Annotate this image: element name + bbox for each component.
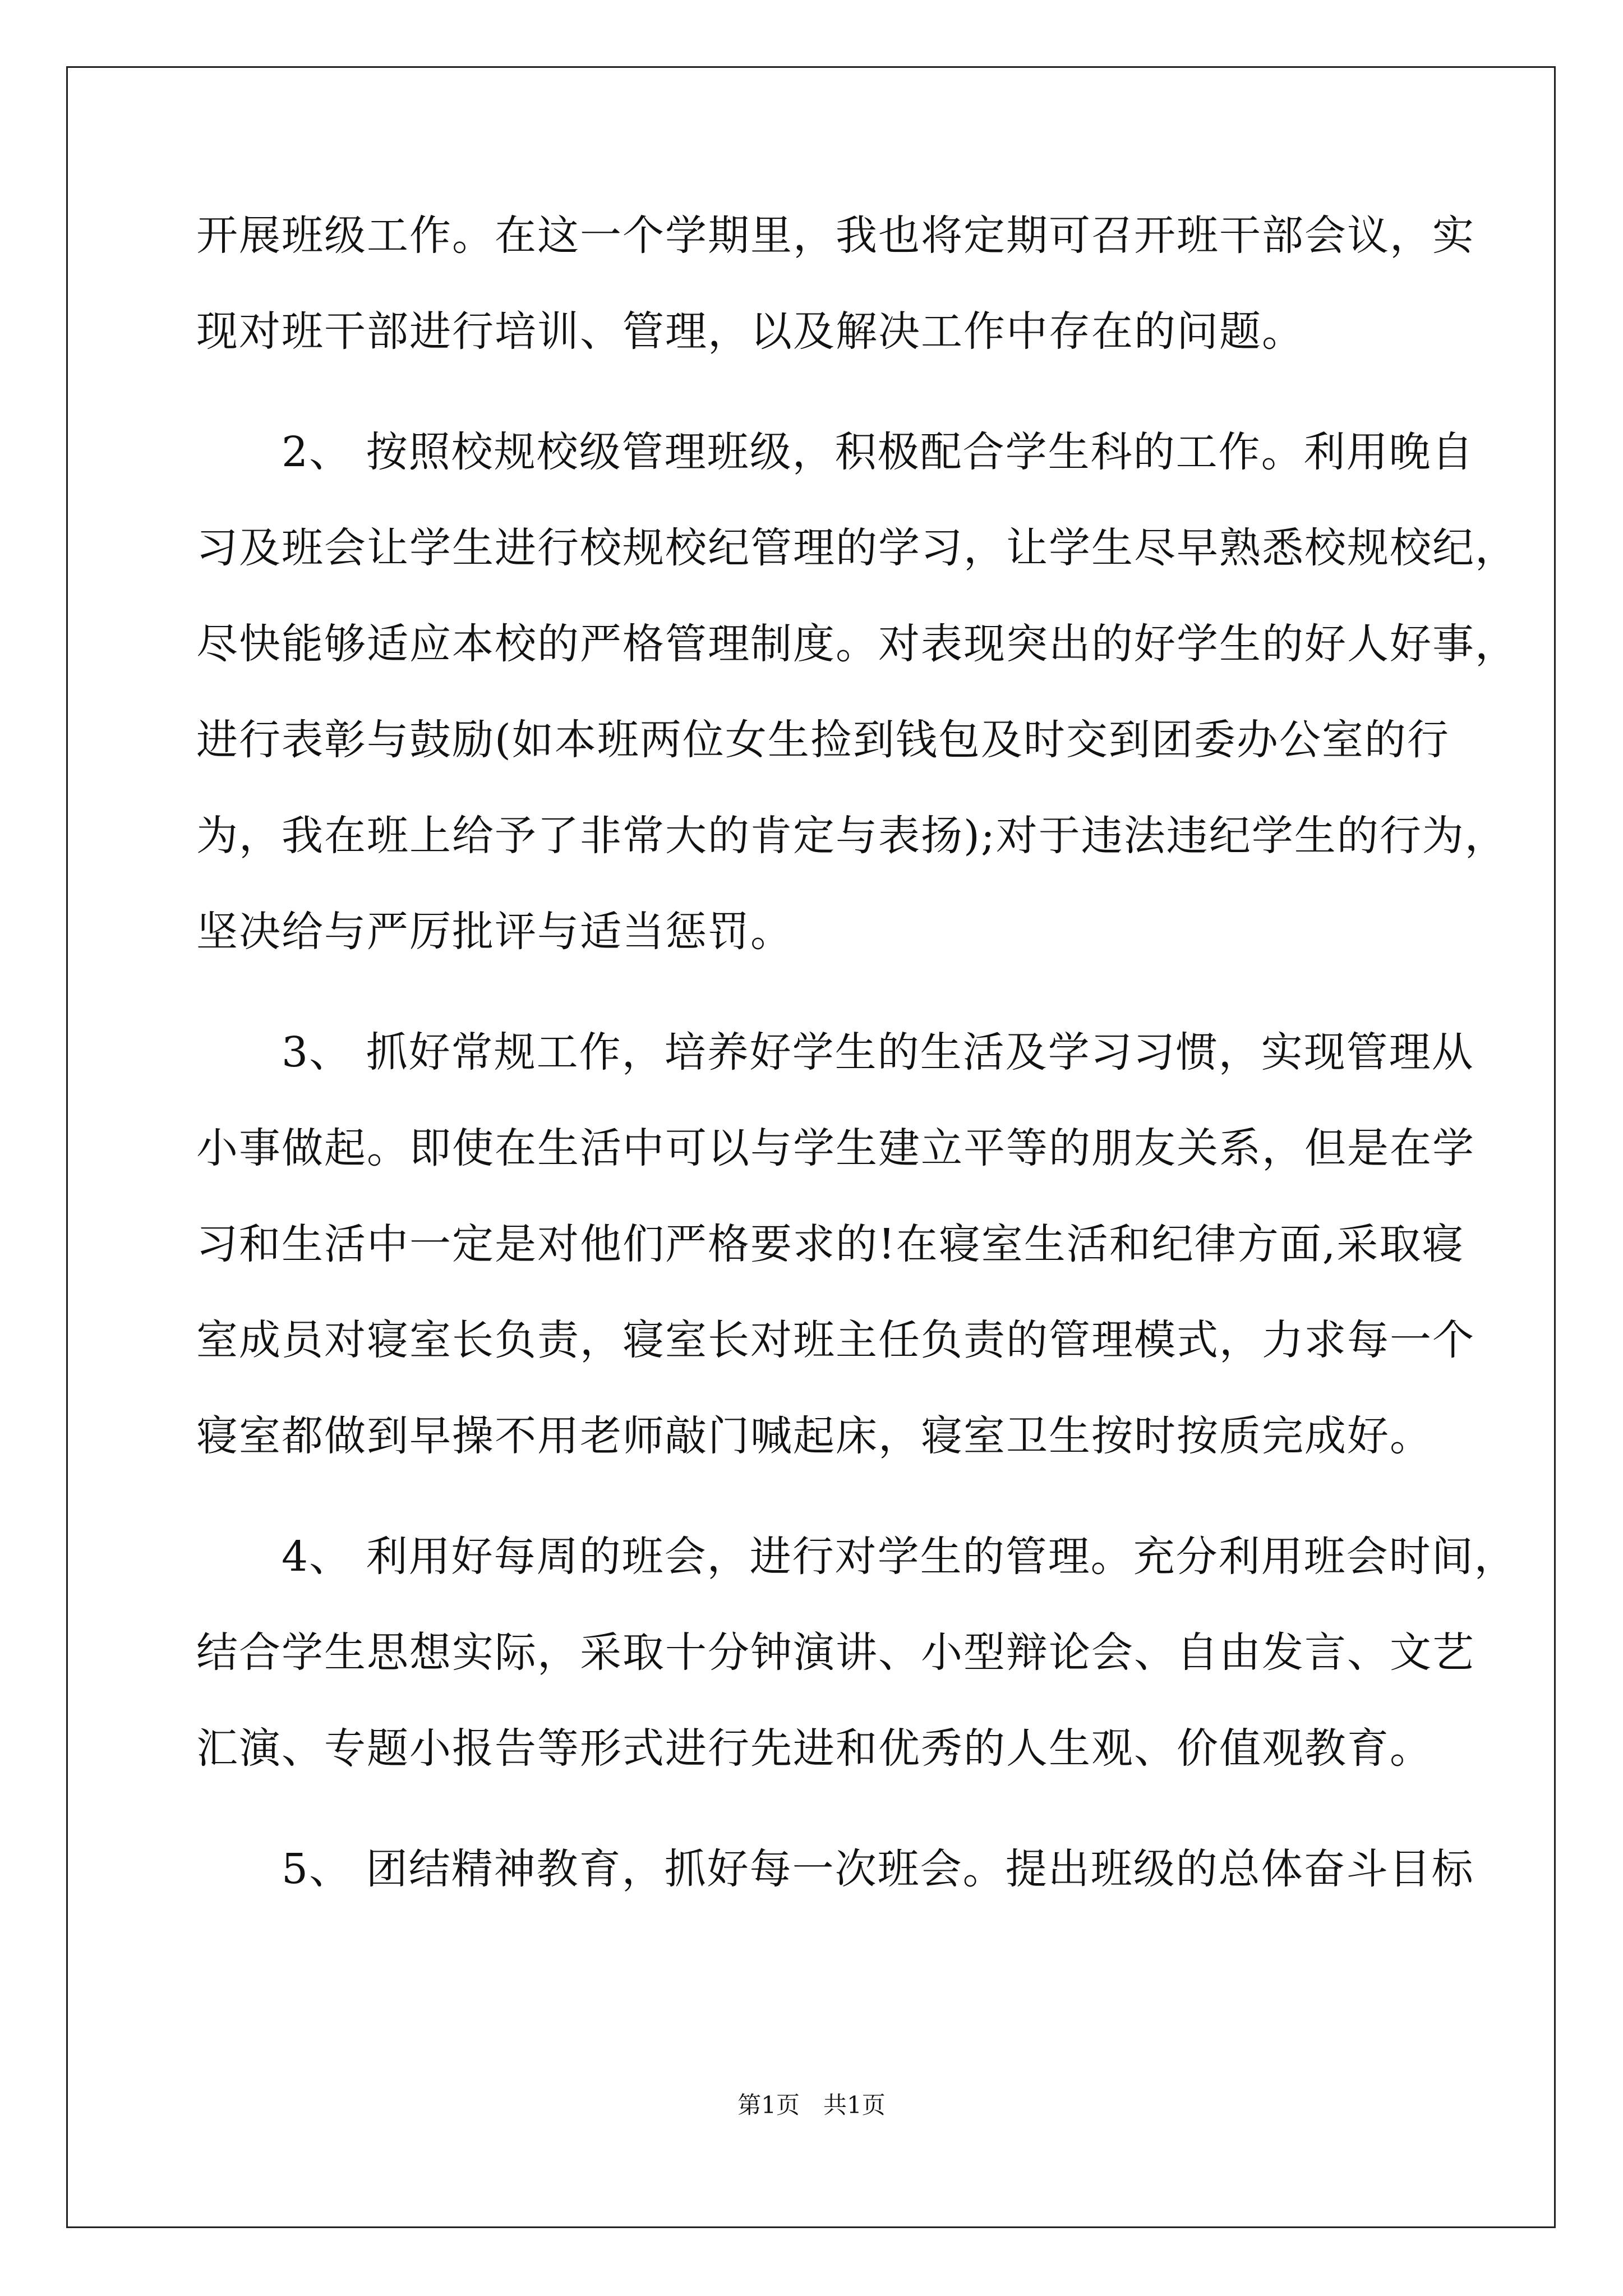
text-line: 尽快能够适应本校的严格管理制度。对表现突出的好学生的好人好事， [196, 620, 1518, 668]
page-number-label: 第1页 共1页 [737, 2091, 886, 2119]
text-line: 为，我在班上给予了非常大的肯定与表扬);对于违法违纪学生的行为， [196, 812, 1507, 860]
text-line: 小事做起。即使在生活中可以与学生建立平等的朋友关系，但是在学 [196, 1124, 1475, 1172]
text-line: 现对班干部进行培训、管理，以及解决工作中存在的问题。 [196, 307, 1304, 356]
document-body [196, 208, 1518, 1937]
text-line: 习和生活中一定是对他们严格要求的!在寝室生活和纪律方面,采取寝 [196, 1220, 1465, 1268]
text-line: 室成员对寝室长负责，寝室长对班主任负责的管理模式，力求每一个 [196, 1316, 1475, 1364]
text-line: 开展班级工作。在这一个学期里，我也将定期可召开班干部会议，实 [196, 211, 1475, 260]
text-line: 5、 团结精神教育，抓好每一次班会。提出班级的总体奋斗目标 [196, 1845, 1474, 1893]
text-line: 寝室都做到早操不用老师敲门喊起床，寝室卫生按时按质完成好。 [196, 1412, 1432, 1460]
text-line: 结合学生思想实际，采取十分钟演讲、小型辩论会、自由发言、文艺 [196, 1628, 1475, 1677]
text-line: 坚决给与严厉批评与适当惩罚。 [196, 908, 793, 956]
text-line: 习及班会让学生进行校规校纪管理的学习，让学生尽早熟悉校规校纪， [196, 524, 1518, 572]
text-line: 4、 利用好每周的班会，进行对学生的管理。充分利用班会时间， [196, 1533, 1517, 1581]
text-line: 2、 按照校规校级管理班级，积极配合学生科的工作。利用晚自 [196, 428, 1474, 476]
text-line: 汇演、专题小报告等形式进行先进和优秀的人生观、价值观教育。 [196, 1724, 1432, 1773]
text-line: 3、 抓好常规工作，培养好学生的生活及学习习惯，实现管理从 [196, 1028, 1474, 1076]
text-line: 进行表彰与鼓励(如本班两位女生捡到钱包及时交到团委办公室的行 [196, 716, 1450, 764]
page-footer [0, 2090, 1623, 2121]
